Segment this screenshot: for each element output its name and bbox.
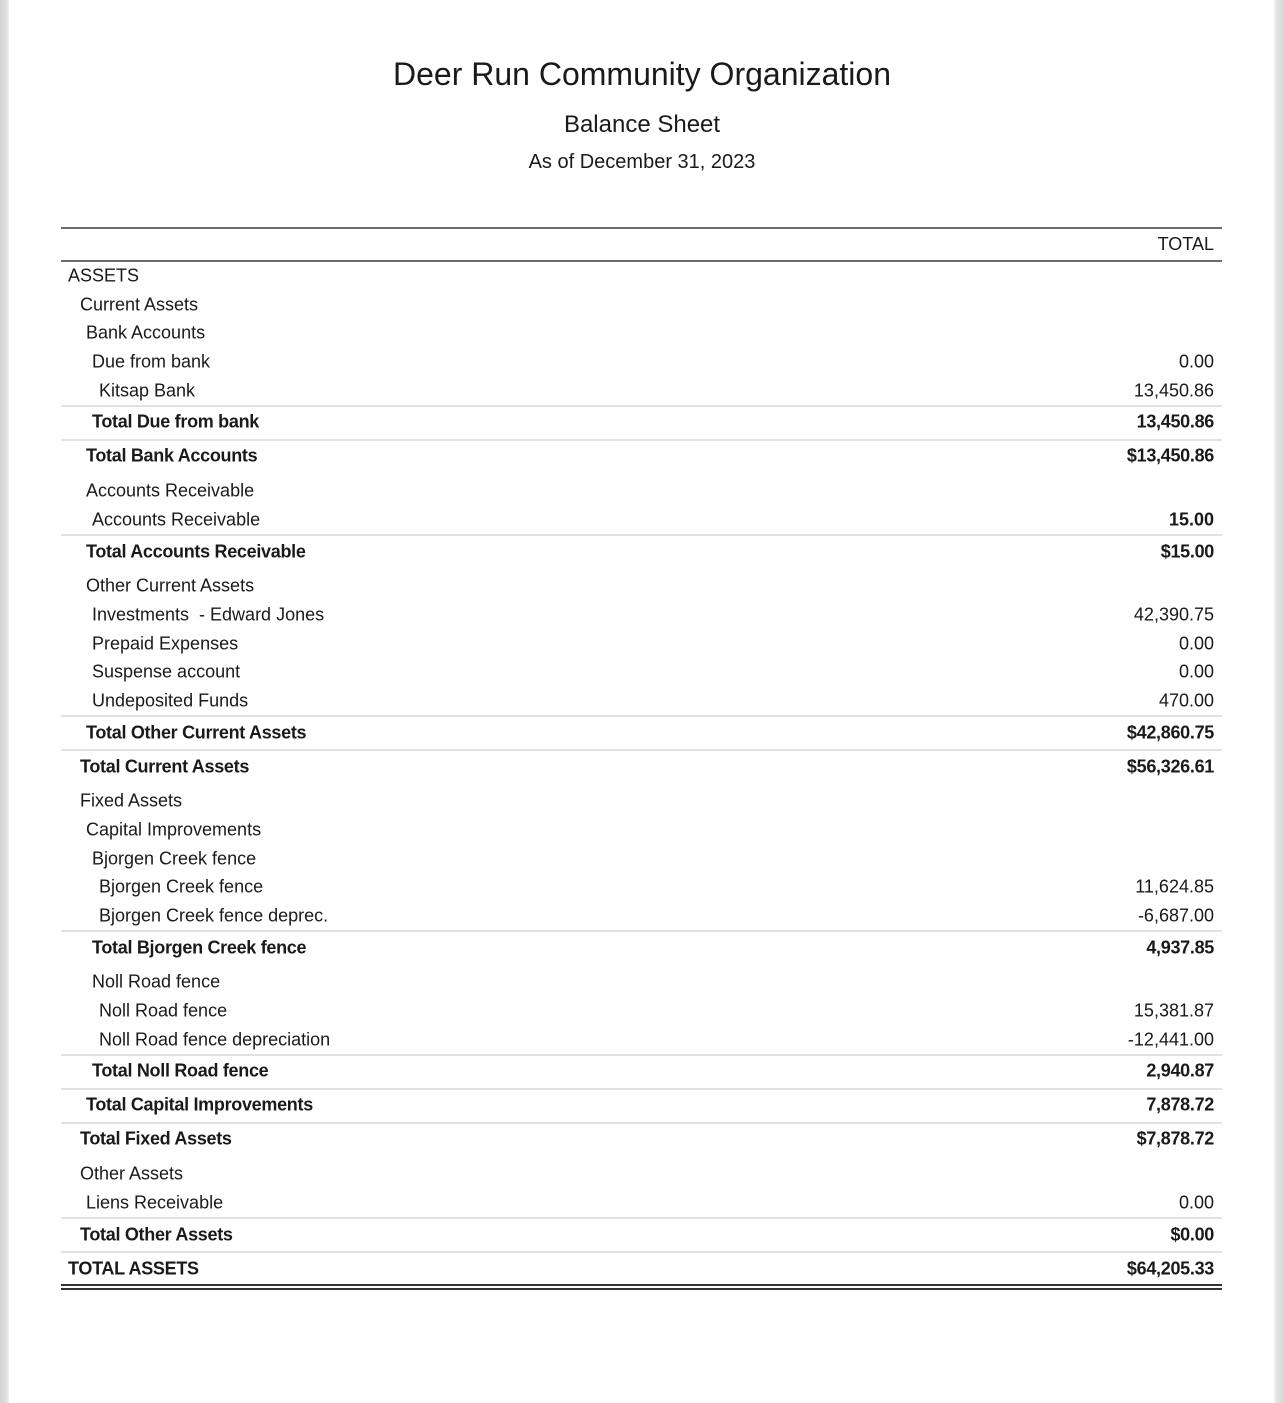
row-label: Accounts Receivable [86, 480, 255, 501]
section-header-row [61, 572, 1222, 601]
row-label: Current Assets [80, 294, 199, 315]
row-value: $64,205.33 [1126, 1258, 1214, 1279]
row-label: Bjorgen Creek fence [99, 876, 264, 897]
row-value: $15.00 [1160, 541, 1214, 562]
row-value: 11,624.85 [1135, 876, 1214, 897]
total-row [61, 439, 1222, 472]
table-body [61, 262, 1222, 1290]
section-header-row [61, 291, 1222, 320]
row-label: Suspense account [92, 661, 241, 682]
row-value: 0.00 [1178, 1192, 1214, 1213]
section-header-row [61, 477, 1222, 506]
row-value: 15.00 [1168, 509, 1214, 530]
row-label: Total Accounts Receivable [86, 541, 306, 562]
row-value: -12,441.00 [1127, 1029, 1214, 1050]
row-label: Total Current Assets [80, 756, 250, 777]
row-value: 0.00 [1178, 633, 1214, 654]
row-label: Total Bank Accounts [86, 445, 258, 466]
row-value: $7,878.72 [1136, 1128, 1214, 1149]
table-row [61, 997, 1222, 1026]
table-row [61, 348, 1222, 377]
row-label: Total Capital Improvements [86, 1094, 313, 1115]
row-label: Total Other Current Assets [86, 722, 307, 743]
row-label: Total Due from bank [92, 411, 259, 432]
total-row [61, 1217, 1222, 1250]
table-row [61, 1188, 1222, 1217]
row-label: Total Bjorgen Creek fence [92, 937, 307, 958]
total-row [61, 1122, 1222, 1155]
row-value: 0.00 [1178, 351, 1214, 372]
section-header-row [61, 1160, 1222, 1189]
row-label: Total Fixed Assets [80, 1128, 232, 1149]
total-row [61, 1054, 1222, 1087]
window-edge-left [0, 0, 9, 1403]
row-label: Investments - Edward Jones [92, 604, 325, 625]
row-value: 7,878.72 [1146, 1094, 1214, 1115]
table-row [61, 506, 1222, 535]
total-row [61, 715, 1222, 748]
row-label: Noll Road fence depreciation [99, 1029, 331, 1050]
table-row [61, 658, 1222, 687]
window-edge-right [1274, 0, 1284, 1403]
row-label: Other Assets [80, 1163, 184, 1184]
table-row [61, 629, 1222, 658]
report-title: Balance Sheet [563, 111, 721, 138]
report-date: As of December 31, 2023 [528, 151, 756, 173]
row-label: Accounts Receivable [92, 509, 261, 530]
row-value: 0.00 [1178, 661, 1214, 682]
row-value: $42,860.75 [1126, 722, 1214, 743]
row-label: Undeposited Funds [92, 690, 249, 711]
total-row [61, 1251, 1222, 1290]
row-label: Kitsap Bank [99, 380, 196, 401]
table-row [61, 873, 1222, 902]
row-label: TOTAL ASSETS [68, 1258, 199, 1279]
row-value: 470.00 [1158, 690, 1214, 711]
row-label: Bank Accounts [86, 322, 206, 343]
balance-sheet-table [61, 227, 1222, 1290]
row-label: ASSETS [68, 265, 140, 286]
row-value: -6,687.00 [1137, 905, 1214, 926]
row-value: 42,390.75 [1133, 604, 1214, 625]
total-row [61, 930, 1222, 963]
row-label: Prepaid Expenses [92, 633, 239, 654]
row-label: Fixed Assets [80, 790, 183, 811]
table-row [61, 1025, 1222, 1054]
total-row [61, 1088, 1222, 1121]
table-row [61, 902, 1222, 931]
row-value: 2,940.87 [1146, 1060, 1214, 1081]
row-label: Noll Road fence [92, 971, 221, 992]
row-value: $13,450.86 [1126, 445, 1214, 466]
row-label: Total Noll Road fence [92, 1060, 269, 1081]
section-header-row [61, 816, 1222, 845]
total-row [61, 534, 1222, 567]
section-header-row [61, 262, 1222, 291]
row-value: 13,450.86 [1136, 411, 1214, 432]
total-row [61, 405, 1222, 438]
row-value: 13,450.86 [1133, 380, 1214, 401]
column-header-total: TOTAL [1157, 234, 1214, 254]
row-value: $56,326.61 [1126, 756, 1214, 777]
table-row [61, 687, 1222, 716]
column-header-row [61, 227, 1222, 262]
table-row [61, 376, 1222, 405]
section-header-row [61, 844, 1222, 873]
row-label: Due from bank [92, 351, 211, 372]
row-label: Total Other Assets [80, 1224, 233, 1245]
organization-name: Deer Run Community Organization [393, 56, 891, 92]
row-value: 15,381.87 [1133, 1000, 1214, 1021]
row-label: Bjorgen Creek fence [92, 848, 257, 869]
row-label: Capital Improvements [86, 819, 262, 840]
row-label: Liens Receivable [86, 1192, 224, 1213]
row-label: Noll Road fence [99, 1000, 228, 1021]
table-row [61, 601, 1222, 630]
section-header-row [61, 968, 1222, 997]
row-label: Other Current Assets [86, 575, 255, 596]
section-header-row [61, 319, 1222, 348]
row-value: $0.00 [1170, 1224, 1214, 1245]
total-row [61, 749, 1222, 782]
section-header-row [61, 787, 1222, 816]
row-value: 4,937.85 [1146, 937, 1214, 958]
row-label: Bjorgen Creek fence deprec. [99, 905, 329, 926]
